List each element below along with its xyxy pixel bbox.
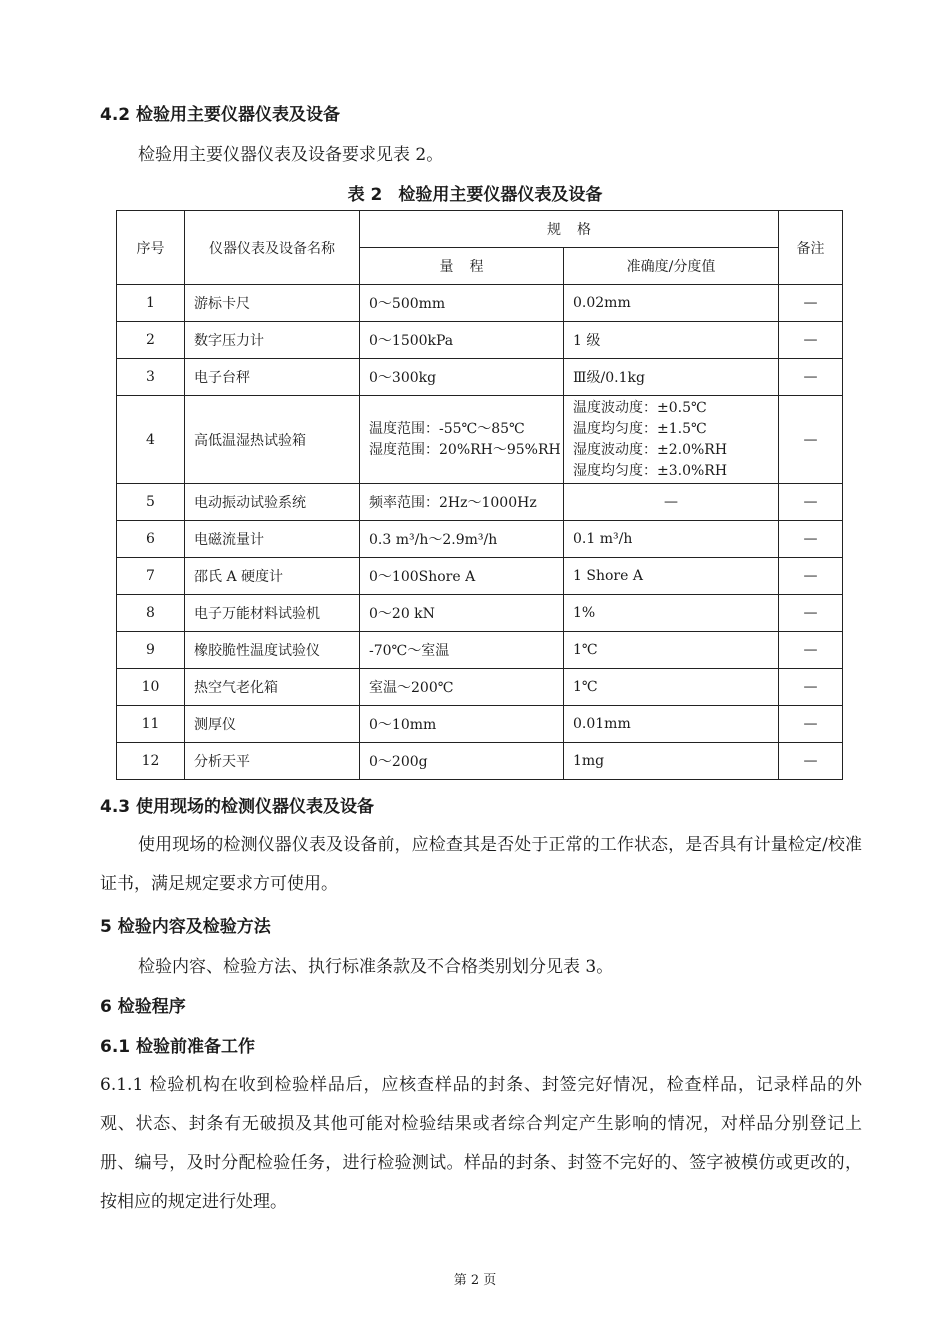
table-row xyxy=(117,669,843,706)
table-row xyxy=(117,396,843,484)
cell-note: — xyxy=(779,595,843,632)
cell-name: 邵氏 A 硬度计 xyxy=(185,558,360,595)
cell-seq: 10 xyxy=(117,669,185,706)
cell-name: 电动振动试验系统 xyxy=(185,484,360,521)
range-line: 湿度范围：20%RH～95%RH xyxy=(369,441,561,458)
cell-note: — xyxy=(779,632,843,669)
cell-range: 0～300kg xyxy=(360,359,564,396)
cell-name: 高低温湿热试验箱 xyxy=(185,396,360,484)
accuracy-line: 温度均匀度：±1.5℃ xyxy=(573,420,707,437)
table-row xyxy=(117,484,843,521)
table-row xyxy=(117,632,843,669)
cell-note: — xyxy=(779,396,843,484)
cell-seq: 2 xyxy=(117,322,185,359)
cell-name: 橡胶脆性温度试验仪 xyxy=(185,632,360,669)
cell-accuracy: 1 Shore A xyxy=(564,558,779,595)
section-6-heading: 6 检验程序 xyxy=(100,997,186,1017)
section-4-3-text: 使用现场的检测仪器仪表及设备前，应检查其是否处于正常的工作状态，是否具有计量检定/校准证书，满足规定要求方可使用。 xyxy=(100,835,862,894)
section-5-heading: 5 检验内容及检验方法 xyxy=(100,917,271,937)
header-spec: 规格 xyxy=(360,211,779,248)
cell-name: 游标卡尺 xyxy=(185,285,360,322)
cell-name: 电子万能材料试验机 xyxy=(185,595,360,632)
cell-range: 0.3 m³/h～2.9m³/h xyxy=(360,521,564,558)
cell-range: 0～20 kN xyxy=(360,595,564,632)
cell-name: 数字压力计 xyxy=(185,322,360,359)
cell-accuracy: 0.02mm xyxy=(564,285,779,322)
table-row xyxy=(117,743,843,780)
cell-range: 0～10mm xyxy=(360,706,564,743)
cell-range: 0～200g xyxy=(360,743,564,780)
header-seq: 序号 xyxy=(117,211,185,285)
header-range: 量程 xyxy=(360,248,564,285)
instrument-table xyxy=(116,210,843,780)
section-4-3-heading: 4.3 使用现场的检测仪器仪表及设备 xyxy=(100,797,375,817)
cell-range: 0～1500kPa xyxy=(360,322,564,359)
section-6-1-heading: 6.1 检验前准备工作 xyxy=(100,1037,256,1057)
cell-range xyxy=(360,396,564,484)
cell-seq: 1 xyxy=(117,285,185,322)
table-2-caption xyxy=(0,184,950,206)
table-row xyxy=(117,595,843,632)
header-accuracy: 准确度/分度值 xyxy=(564,248,779,285)
cell-seq: 5 xyxy=(117,484,185,521)
accuracy-line: 湿度波动度：±2.0%RH xyxy=(573,441,728,458)
cell-seq: 6 xyxy=(117,521,185,558)
cell-seq: 8 xyxy=(117,595,185,632)
cell-accuracy: 1mg xyxy=(564,743,779,780)
accuracy-line: 湿度均匀度：±3.0%RH xyxy=(573,462,728,479)
cell-note: — xyxy=(779,521,843,558)
range-line: 温度范围：-55℃～85℃ xyxy=(369,420,525,437)
cell-seq: 11 xyxy=(117,706,185,743)
cell-accuracy xyxy=(564,396,779,484)
cell-name: 热空气老化箱 xyxy=(185,669,360,706)
cell-note: — xyxy=(779,484,843,521)
table-row xyxy=(117,359,843,396)
cell-note: — xyxy=(779,743,843,780)
cell-range: 频率范围：2Hz～1000Hz xyxy=(360,484,564,521)
cell-accuracy: 1 级 xyxy=(564,322,779,359)
cell-accuracy: Ⅲ级/0.1kg xyxy=(564,359,779,396)
cell-name: 电磁流量计 xyxy=(185,521,360,558)
cell-accuracy: 1% xyxy=(564,595,779,632)
table-row xyxy=(117,285,843,322)
table-2-title: 检验用主要仪器仪表及设备 xyxy=(398,185,603,205)
section-6-1-1-text: 6.1.1 检验机构在收到检验样品后，应核查样品的封条、封签完好情况，检查样品，记录样品的外观、状态、封条有无破损及其他可能对检验结果或者综合判定产生影响的情况，对样品分别登记上册、编号，及时分配检验任务，进行检验测试。样品的封条、封签不完好的、签字被模仿或更改的，按相应的规定进行处理。 xyxy=(100,1075,862,1212)
cell-note: — xyxy=(779,322,843,359)
cell-note: — xyxy=(779,285,843,322)
cell-accuracy: 1℃ xyxy=(564,632,779,669)
cell-seq: 12 xyxy=(117,743,185,780)
cell-accuracy: — xyxy=(564,484,779,521)
cell-range: 室温～200℃ xyxy=(360,669,564,706)
cell-note: — xyxy=(779,706,843,743)
cell-note: — xyxy=(779,359,843,396)
section-4-2-heading: 4.2 检验用主要仪器仪表及设备 xyxy=(100,105,341,125)
section-4-2-text: 检验用主要仪器仪表及设备要求见表 2。 xyxy=(138,145,444,165)
cell-accuracy: 1℃ xyxy=(564,669,779,706)
accuracy-line: 温度波动度：±0.5℃ xyxy=(573,399,707,416)
cell-note: — xyxy=(779,558,843,595)
cell-name: 测厚仪 xyxy=(185,706,360,743)
cell-range: -70℃～室温 xyxy=(360,632,564,669)
cell-name: 电子台秤 xyxy=(185,359,360,396)
table-row xyxy=(117,322,843,359)
cell-seq: 7 xyxy=(117,558,185,595)
table-row xyxy=(117,706,843,743)
section-5-text: 检验内容、检验方法、执行标准条款及不合格类别划分见表 3。 xyxy=(138,957,614,977)
page-number: 第 2 页 xyxy=(453,1273,497,1288)
cell-name: 分析天平 xyxy=(185,743,360,780)
cell-range: 0～500mm xyxy=(360,285,564,322)
header-name: 仪器仪表及设备名称 xyxy=(185,211,360,285)
cell-range: 0～100Shore A xyxy=(360,558,564,595)
cell-seq: 9 xyxy=(117,632,185,669)
table-row xyxy=(117,521,843,558)
cell-seq: 3 xyxy=(117,359,185,396)
table-row xyxy=(117,558,843,595)
cell-accuracy: 0.01mm xyxy=(564,706,779,743)
cell-accuracy: 0.1 m³/h xyxy=(564,521,779,558)
header-note: 备注 xyxy=(779,211,843,285)
cell-seq: 4 xyxy=(117,396,185,484)
cell-note: — xyxy=(779,669,843,706)
table-2-number: 表 2 xyxy=(347,185,383,205)
